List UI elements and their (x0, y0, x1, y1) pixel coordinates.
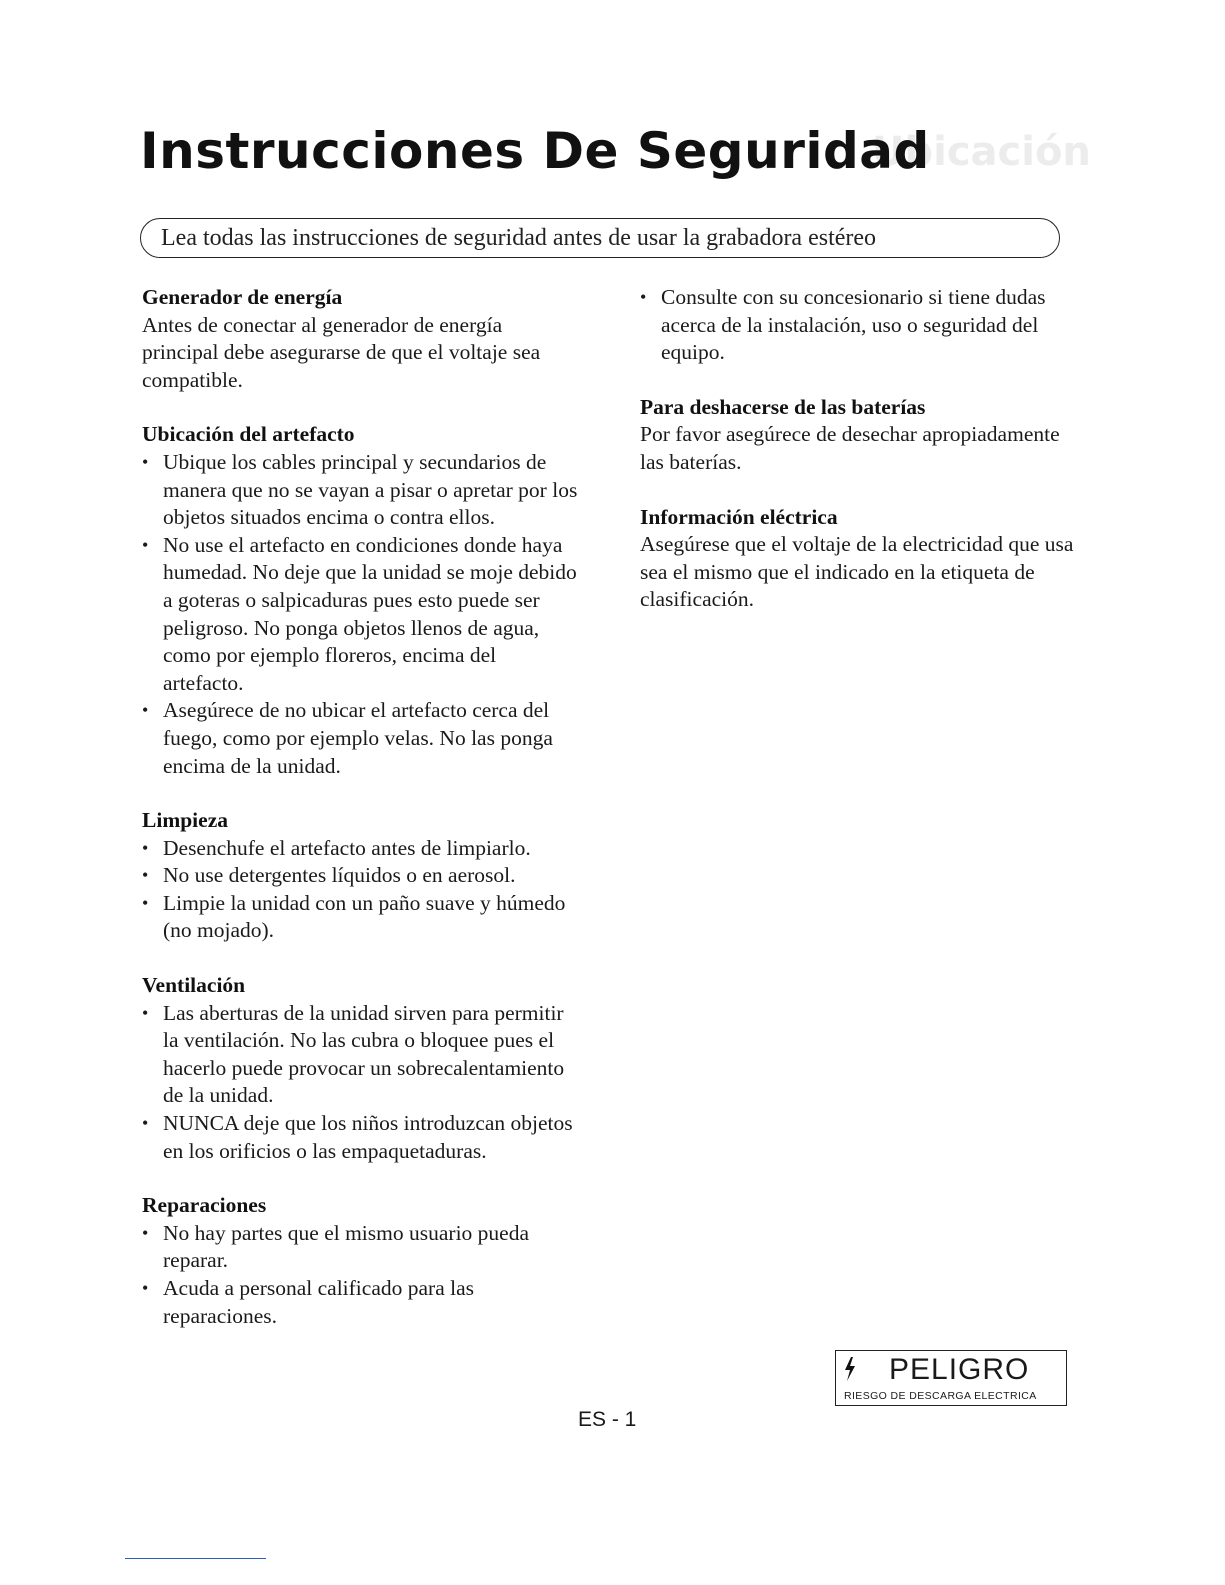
page-number: ES - 1 (578, 1408, 637, 1431)
safety-banner (140, 218, 1060, 258)
bullet-item: • Desenchufe el artefacto antes de limpiarlo. (142, 835, 582, 863)
danger-subtitle: RIESGO DE DESCARGA ELECTRICA (844, 1390, 1037, 1402)
ghost-title: Ubicación (872, 129, 1091, 175)
bullet-item: • Limpie la unidad con un paño suave y húmedo (no mojado). (142, 890, 582, 945)
section-heading: Generador de energía (142, 285, 343, 309)
banner-text: Lea todas las instrucciones de seguridad antes de usar la grabadora estéreo (161, 224, 877, 251)
danger-title: PELIGRO (889, 1353, 1030, 1386)
section (142, 807, 582, 945)
bullet-item: • Ubique los cables principal y secundarios de manera que no se vayan a pisar o apretar por los objetos situados encima o contra ellos. (142, 449, 582, 532)
danger-label (835, 1350, 1067, 1406)
bullet-item: • No use detergentes líquidos o en aerosol. (142, 862, 582, 890)
section (640, 504, 1080, 614)
section-heading: Ubicación del artefacto (142, 422, 355, 447)
bullet-list (142, 449, 582, 780)
bullet-item: • Acuda a personal calificado para las reparaciones. (142, 1275, 582, 1330)
section-paragraph: Por favor asegúrece de desechar apropiadamente las baterías. (640, 422, 1060, 474)
section-heading: Información eléctrica (640, 504, 838, 529)
bullet-list (142, 835, 582, 945)
bullet-list (142, 1220, 582, 1330)
section-paragraph: Asegúrese que el voltaje de la electricidad que usa sea el mismo que el indicado en la etiqueta de clasificación. (640, 532, 1074, 612)
bullet-item: • No hay partes que el mismo usuario pueda reparar. (142, 1220, 582, 1275)
footer-rule (125, 1558, 266, 1559)
section-paragraph: Antes de conectar al generador de energía principal debe asegurarse de que el voltaje sea compatible. (142, 312, 541, 392)
section (142, 284, 582, 394)
section-heading: Para deshacerse de las baterías (640, 394, 926, 419)
section (142, 1192, 582, 1330)
bullet-item: • Asegúrece de no ubicar el artefacto cerca del fuego, como por ejemplo velas. No las ponga encima de la unidad. (142, 697, 582, 780)
section-heading: Limpieza (142, 808, 228, 833)
section (142, 972, 582, 1165)
section (640, 394, 1080, 477)
left-column (142, 284, 582, 1357)
lightning-bolt-icon (844, 1357, 856, 1381)
bullet-item: • No use el artefacto en condiciones donde haya humedad. No deje que la unidad se moje debido a goteras o salpicaduras pues esto puede ser peligroso. No ponga objetos llenos de agua, como por ejemplo floreros, encima del artefacto. (142, 532, 582, 698)
page-title: Instrucciones De Seguridad (140, 122, 930, 180)
section (142, 421, 582, 780)
bullet-list (142, 1000, 582, 1166)
bullet-item: • Consulte con su concesionario si tiene dudas acerca de la instalación, uso o seguridad del equipo. (640, 284, 1080, 367)
section-heading: Ventilación (142, 973, 246, 998)
bullet-item: • NUNCA deje que los niños introduzcan objetos en los orificios o las empaquetaduras. (142, 1110, 582, 1165)
right-column (640, 284, 1080, 641)
section-heading: Reparaciones (142, 1193, 267, 1218)
bullet-item: • Las aberturas de la unidad sirven para permitir la ventilación. No las cubra o bloquee pues el hacerlo puede provocar un sobrecalentamiento de la unidad. (142, 1000, 582, 1110)
bullet-list (640, 284, 1080, 367)
section (640, 284, 1080, 367)
